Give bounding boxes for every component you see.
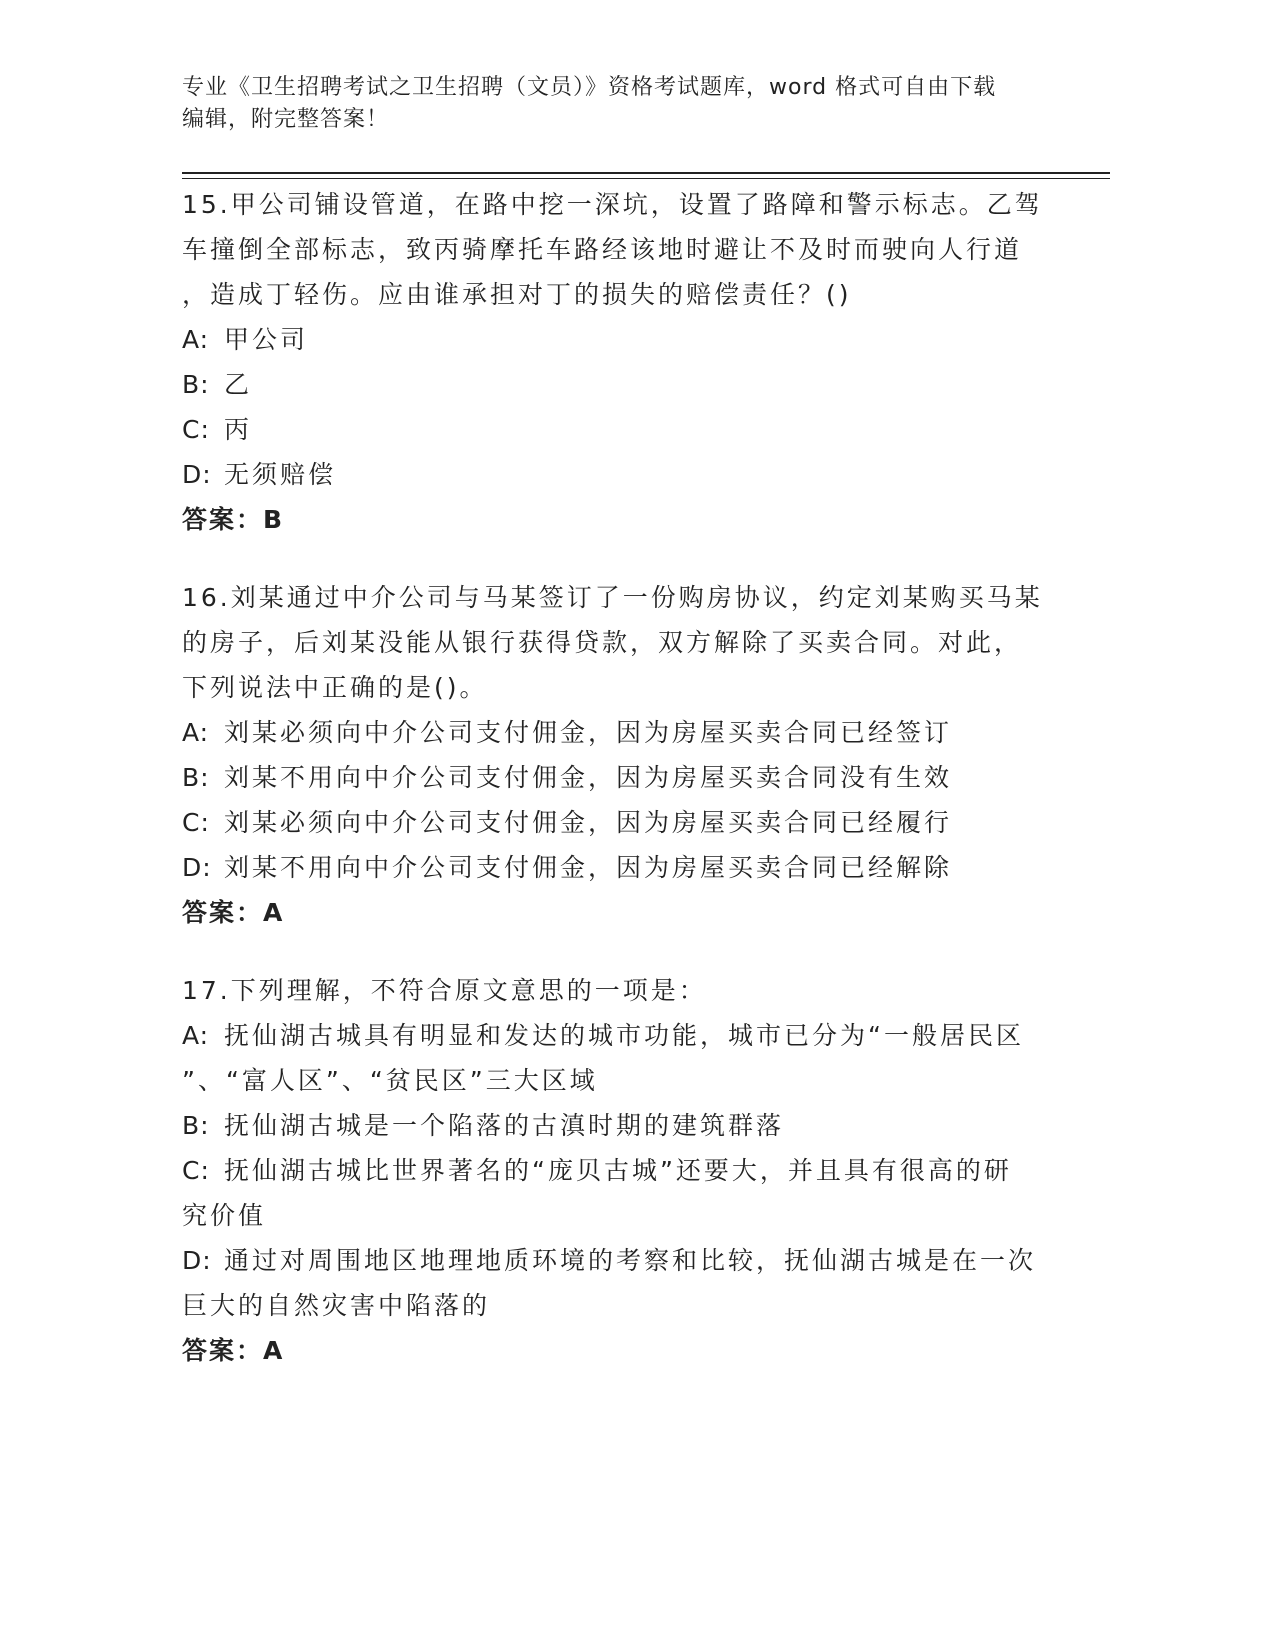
option-b	[182, 362, 1062, 407]
option-text: 乙	[224, 370, 253, 399]
header-line-1: 专业《卫生招聘考试之卫生招聘（文员）》资格考试题库，word 格式可自由下载	[182, 75, 997, 100]
option-d	[182, 1238, 1062, 1283]
option-c	[182, 1148, 1062, 1193]
option-a-continuation: ”、“富人区”、“贫民区”三大区域	[182, 1066, 598, 1095]
option-c-continuation: 究价值	[182, 1201, 267, 1230]
option-key: A:	[182, 718, 210, 747]
option-text: 刘某必须向中介公司支付佣金，因为房屋买卖合同已经签订	[224, 718, 953, 747]
option-text: 甲公司	[224, 325, 309, 354]
option-key: A:	[182, 1021, 210, 1050]
header-divider-thin	[182, 178, 1110, 179]
question-stem-line: 车撞倒全部标志，致丙骑摩托车路经该地时避让不及时而驶向人行道	[182, 235, 1023, 264]
question-16	[182, 575, 1062, 935]
option-key: C:	[182, 1156, 210, 1185]
option-key: D:	[182, 853, 212, 882]
option-key: B:	[182, 1111, 210, 1140]
option-c	[182, 800, 1062, 845]
option-a	[182, 1013, 1062, 1058]
option-text: 抚仙湖古城比世界著名的“庞贝古城”还要大，并且具有很高的研	[224, 1156, 1012, 1185]
option-key: D:	[182, 1246, 212, 1275]
option-key: C:	[182, 415, 210, 444]
option-text: 刘某必须向中介公司支付佣金，因为房屋买卖合同已经履行	[224, 808, 953, 837]
option-text: 刘某不用向中介公司支付佣金，因为房屋买卖合同没有生效	[224, 763, 953, 792]
question-stem-line: 16.刘某通过中介公司与马某签订了一份购房协议，约定刘某购买马某	[182, 583, 1043, 612]
option-key: B:	[182, 763, 210, 792]
header-divider-thick	[182, 172, 1110, 174]
question-stem-line: 15.甲公司铺设管道，在路中挖一深坑，设置了路障和警示标志。乙驾	[182, 190, 1043, 219]
option-text: 无须赔偿	[224, 460, 337, 489]
answer-line: 答案：A	[182, 898, 285, 927]
answer-line: 答案：A	[182, 1336, 285, 1365]
option-b	[182, 1103, 1062, 1148]
document-header	[182, 72, 1082, 136]
option-key: C:	[182, 808, 210, 837]
option-key: D:	[182, 460, 212, 489]
option-a	[182, 317, 1062, 362]
option-a	[182, 710, 1062, 755]
option-text: 抚仙湖古城具有明显和发达的城市功能，城市已分为“一般居民区	[224, 1021, 1024, 1050]
option-key: B:	[182, 370, 210, 399]
option-d	[182, 452, 1062, 497]
option-d	[182, 845, 1062, 890]
header-line-2: 编辑，附完整答案！	[182, 107, 390, 132]
option-key: A:	[182, 325, 210, 354]
option-b	[182, 755, 1062, 800]
option-text: 丙	[224, 415, 253, 444]
option-text: 抚仙湖古城是一个陷落的古滇时期的建筑群落	[224, 1111, 785, 1140]
question-17	[182, 968, 1062, 1373]
question-stem-line: 的房子，后刘某没能从银行获得贷款，双方解除了买卖合同。对此，	[182, 628, 1023, 657]
option-c	[182, 407, 1062, 452]
question-stem-line: 17.下列理解，不符合原文意思的一项是：	[182, 976, 707, 1005]
question-stem-line: 下列说法中正确的是()。	[182, 673, 488, 702]
question-stem-line: ，造成丁轻伤。应由谁承担对丁的损失的赔偿责任？()	[182, 280, 852, 309]
answer-line: 答案：B	[182, 505, 285, 534]
option-d-continuation: 巨大的自然灾害中陷落的	[182, 1291, 491, 1320]
option-text: 通过对周围地区地理地质环境的考察和比较，抚仙湖古城是在一次	[224, 1246, 1037, 1275]
question-15	[182, 182, 1062, 542]
option-text: 刘某不用向中介公司支付佣金，因为房屋买卖合同已经解除	[224, 853, 953, 882]
